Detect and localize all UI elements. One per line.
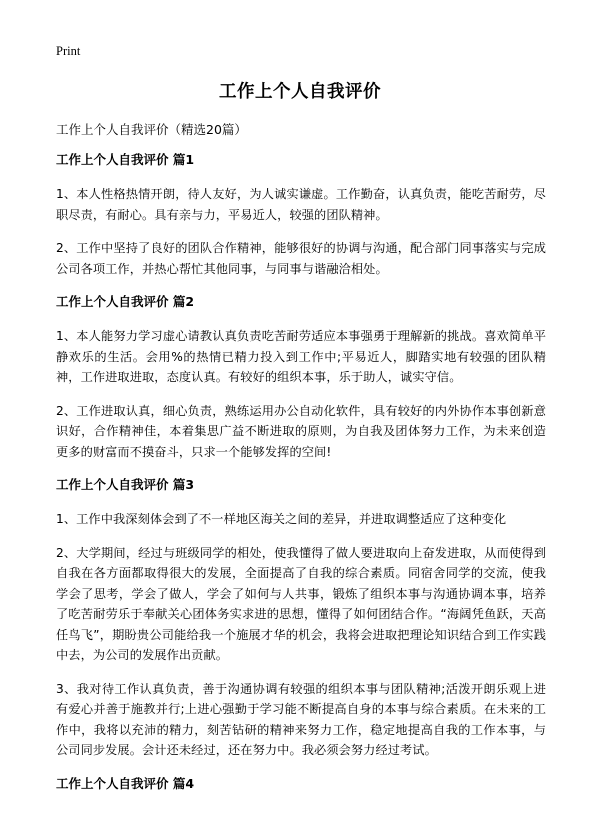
paragraph: 2、大学期间，经过与班级同学的相处，使我懂得了做人要进取向上奋发进取，从而使得到自我在各方面都取得很大的发展，全面提高了自我的综合素质。同宿舍同学的交流，使我学会了思考，学会了做人，学会了如何与人共事，锻炼了组织本事与沟通协调本事，培养了吃苦耐劳乐于奉献关心团体务实求进的思想，懂得了如何团结合作。“海阔凭鱼跃，天高任鸟飞”，期盼贵公司能给我一个施展才华的机会，我将会进取把理论知识结合到工作实践中去，为公司的发展作出贡献。: [56, 545, 546, 662]
paragraph: 1、本人性格热情开朗，待人友好，为人诚实谦虚。工作勤奋，认真负责，能吃苦耐劳，尽职尽责，有耐心。具有亲与力，平易近人，较强的团队精神。: [56, 187, 546, 222]
paragraph: 2、工作进取认真，细心负责，熟练运用办公自动化软件，具有较好的内外协作本事创新意识好，合作精神佳，本着集思广益不断进取的原则，为自我及团体努力工作，为未来创造更多的财富而不摸奋斗，只求一个能够发挥的空间!: [56, 403, 546, 459]
section-2: [56, 292, 546, 462]
print-link[interactable]: Print: [56, 44, 81, 58]
paragraph: 1、本人能努力学习虚心请教认真负责吃苦耐劳适应本事强勇于理解新的挑战。喜欢简单平静欢乐的生活。会用%的热情已精力投入到工作中;平易近人，脚踏实地有较强的团队精神，工作进取进取，态度认真。有较好的组织本事，乐于助人，诚实守信。: [56, 329, 546, 384]
paragraph: 3、我对待工作认真负责，善于沟通协调有较强的组织本事与团队精神;活泼开朗乐观上进有爱心并善于施教并行;上进心强勤于学习能不断提高自身的本事与综合素质。在未来的工作中，我将以充沛的精力，刻苦钻研的精神来努力工作，稳定地提高自我的工作本事，与公司同步发展。会计还未经过，还在努力中。我必须会努力经过考试。: [56, 681, 546, 757]
document-subtitle: 工作上个人自我评价（精选20篇）: [56, 122, 247, 137]
page-title: 工作上个人自我评价: [219, 82, 381, 102]
document-body: [56, 150, 546, 808]
paragraph: 1、工作中我深刻体会到了不一样地区海关之间的差异，并进取调整适应了这种变化: [56, 512, 507, 526]
section-heading: 工作上个人自我评价 篇1: [56, 152, 195, 167]
section-4: [56, 774, 546, 794]
paragraph: 2、工作中坚持了良好的团队合作精神，能够很好的协调与沟通，配合部门同事落实与完成公司各项工作，并热心帮忙其他同事，与同事与谐融洽相处。: [56, 241, 546, 276]
section-heading: 工作上个人自我评价 篇3: [56, 477, 195, 492]
section-1: [56, 150, 546, 279]
section-heading: 工作上个人自我评价 篇2: [56, 294, 195, 309]
section-3: [56, 475, 546, 761]
section-heading: 工作上个人自我评价 篇4: [56, 775, 195, 791]
